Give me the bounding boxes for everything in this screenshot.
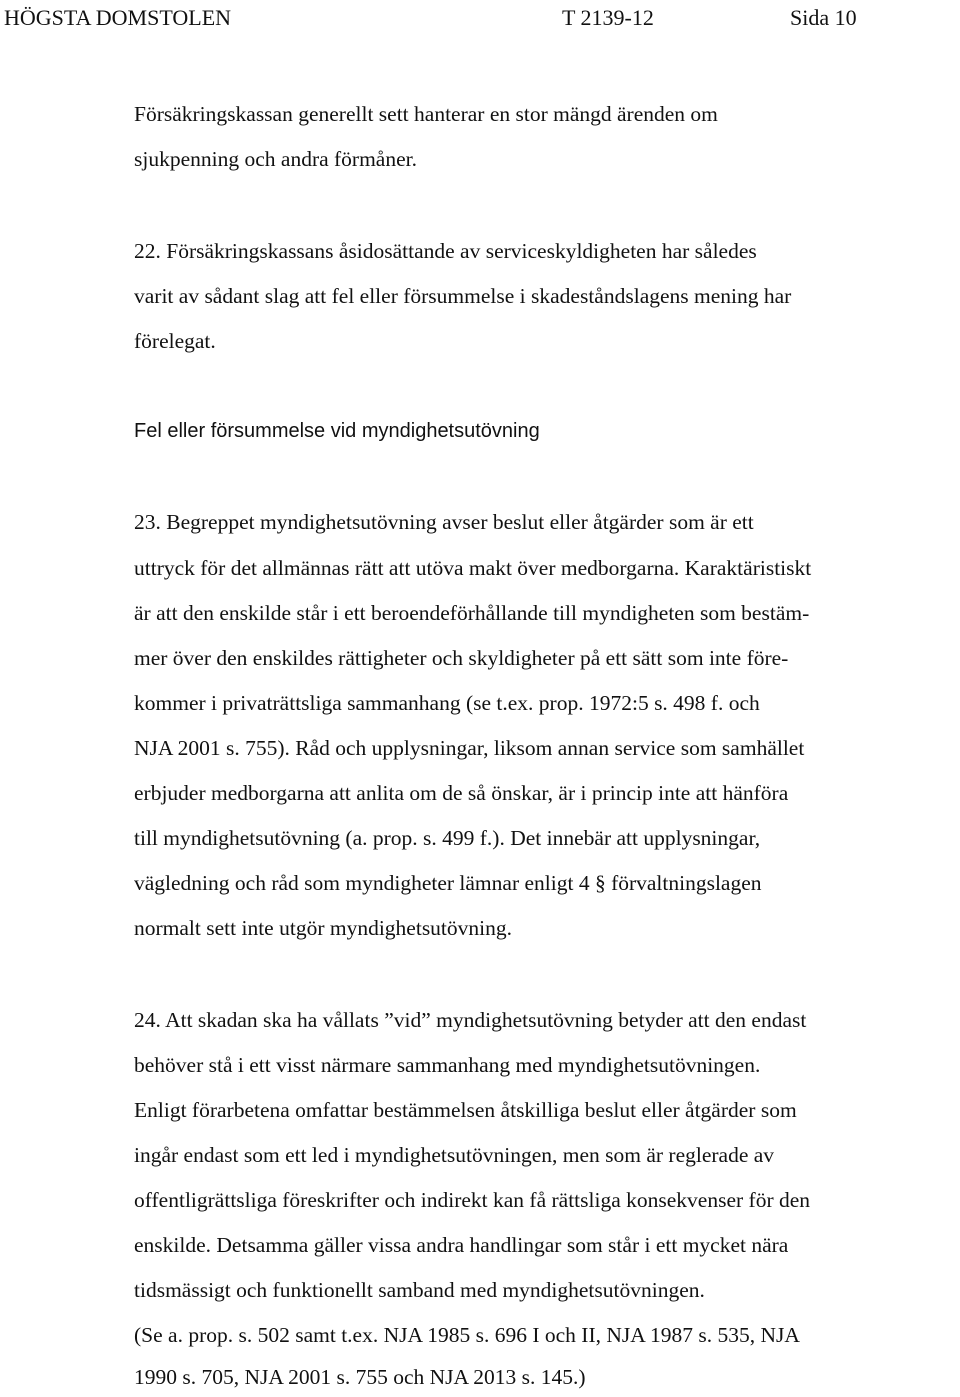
paragraph-line: Enligt förarbetena omfattar bestämmelsen åtskilliga beslut eller åtgärder som (134, 1098, 797, 1122)
section-heading: Fel eller försummelse vid myndighetsutövning (134, 420, 540, 442)
court-name: HÖGSTA DOMSTOLEN (4, 5, 232, 30)
case-number: T 2139-12 (562, 5, 654, 30)
paragraph-line: enskilde. Detsamma gäller vissa andra handlingar som står i ett mycket nära (134, 1233, 789, 1257)
paragraph-line: vägledning och råd som myndigheter lämnar enligt 4 § förvaltningslagen (134, 871, 762, 895)
paragraph-line: Försäkringskassan generellt sett hanterar en stor mängd ärenden om (134, 102, 718, 126)
paragraph-line: sjukpenning och andra förmåner. (134, 147, 417, 171)
paragraph-line: 23. Begreppet myndighetsutövning avser beslut eller åtgärder som är ett (134, 510, 754, 534)
paragraph-line: NJA 2001 s. 755). Råd och upplysningar, liksom annan service som samhället (134, 736, 805, 760)
paragraph-line: 24. Att skadan ska ha vållats ”vid” myndighetsutövning betyder att den endast (134, 1008, 807, 1032)
paragraph-line: uttryck för det allmännas rätt att utöva makt över medborgarna. Karaktäristiskt (134, 556, 812, 580)
paragraph-line: behöver stå i ett visst närmare sammanhang med myndighetsutövningen. (134, 1053, 761, 1077)
paragraph-line: erbjuder medborgarna att anlita om de så önskar, är i princip inte att hänföra (134, 781, 789, 805)
paragraph-line: normalt sett inte utgör myndighetsutövning. (134, 916, 513, 940)
paragraph-line: är att den enskilde står i ett beroendeförhållande till myndigheten som bestäm- (134, 601, 810, 625)
paragraph-line: offentligrättsliga föreskrifter och indirekt kan få rättsliga konsekvenser för den (134, 1188, 811, 1212)
paragraph-line: mer över den enskildes rättigheter och skyldigheter på ett sätt som inte före- (134, 646, 789, 670)
paragraph-line: varit av sådant slag att fel eller försummelse i skadeståndslagens mening har (134, 284, 792, 308)
paragraph-line: (Se a. prop. s. 502 samt t.ex. NJA 1985 s. 696 I och II, NJA 1987 s. 535, NJA (134, 1323, 800, 1347)
paragraph-line: kommer i privaträttsliga sammanhang (se t.ex. prop. 1972:5 s. 498 f. och (134, 691, 760, 715)
paragraph-line: 22. Försäkringskassans åsidosättande av serviceskyldigheten har således (134, 239, 757, 263)
paragraph-line: till myndighetsutövning (a. prop. s. 499 f.). Det innebär att upplysningar, (134, 826, 761, 850)
paragraph-line: tidsmässigt och funktionellt samband med myndighetsutövningen. (134, 1278, 705, 1302)
page-header (0, 2, 960, 34)
paragraph-line: förelegat. (134, 329, 216, 353)
paragraph-line: ingår endast som ett led i myndighetsutövningen, men som är reglerade av (134, 1143, 775, 1167)
paragraph-line: 1990 s. 705, NJA 2001 s. 755 och NJA 2013 s. 145.) (134, 1365, 586, 1389)
page-number: Sida 10 (790, 5, 857, 30)
